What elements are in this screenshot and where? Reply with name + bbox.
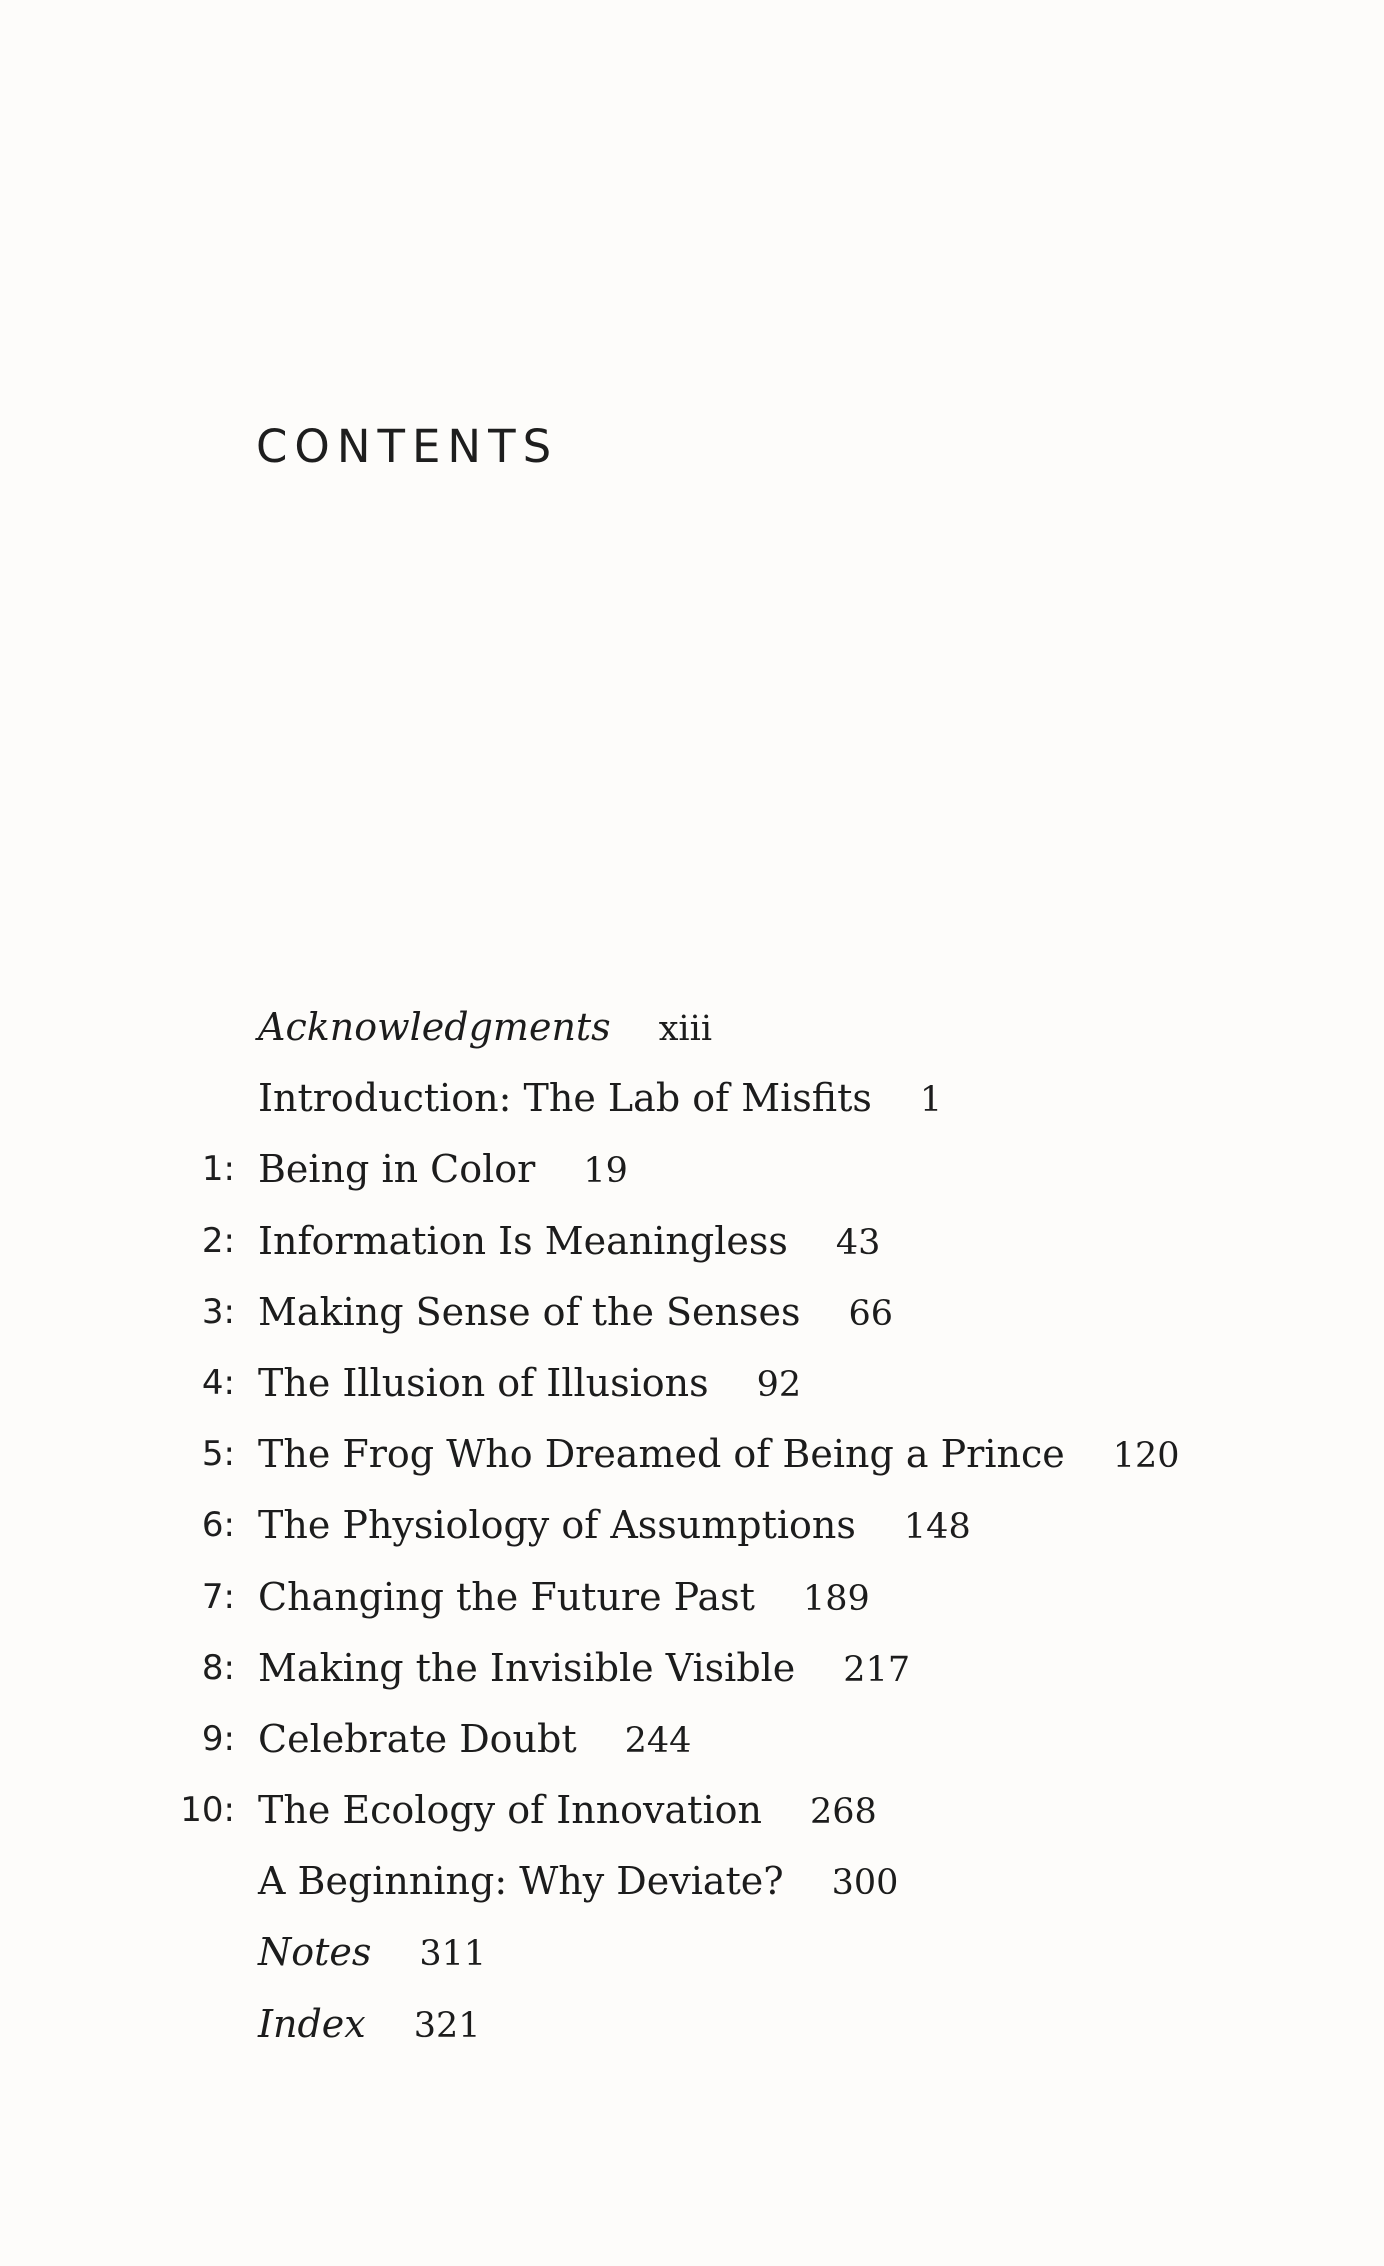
chapter-number: 5: [201,1434,235,1475]
chapter-title: Making the Invisible Visible [258,1645,796,1690]
chapter-number: 8: [201,1647,235,1688]
chapter-title: Introduction: The Lab of Misfits [258,1076,872,1121]
toc-entry [0,1562,1384,1633]
toc-entry [0,1989,1384,2060]
chapter-title: Making Sense of the Senses [258,1289,801,1334]
toc-entry [0,1846,1384,1917]
page-number: 244 [624,1720,692,1761]
page-number: 43 [835,1222,881,1263]
chapter-number: 3: [201,1291,235,1332]
toc-entry [0,1704,1384,1775]
chapter-title: Being in Color [258,1147,536,1192]
page-number: 1 [919,1080,943,1121]
page-number: 311 [419,1934,487,1975]
toc-entry [0,1134,1384,1205]
page-number: 66 [848,1293,894,1334]
toc-entry [0,1917,1384,1988]
chapter-number: 4: [201,1362,235,1403]
page-number: 321 [413,2005,481,2046]
chapter-title: The Ecology of Innovation [258,1788,762,1833]
toc-entry [0,1063,1384,1134]
toc-entry [0,1633,1384,1704]
chapter-number: 6: [201,1505,235,1546]
chapter-number: 10: [180,1790,235,1831]
chapter-title: Celebrate Doubt [258,1716,577,1761]
page-number: 268 [809,1792,877,1833]
page-number: 19 [583,1151,628,1192]
chapter-title: The Illusion of Illusions [258,1360,709,1405]
toc-entry [0,1490,1384,1561]
page-number: 217 [843,1649,911,1690]
chapter-number: 2: [201,1220,235,1261]
chapter-title: Index [258,2001,366,2046]
chapter-number: 1: [201,1149,235,1190]
chapter-title: Information Is Meaningless [258,1218,788,1263]
page-number: 92 [756,1364,802,1405]
page-number: 120 [1112,1436,1180,1477]
toc-entry [0,1206,1384,1277]
chapter-title: Notes [258,1930,372,1975]
contents-heading: CONTENTS [256,420,559,473]
chapter-number: 9: [201,1718,235,1759]
page-number: 300 [831,1863,899,1904]
chapter-title: A Beginning: Why Deviate? [258,1859,784,1904]
toc-entry [0,1277,1384,1348]
chapter-title: The Frog Who Dreamed of Being a Prince [258,1432,1065,1477]
chapter-title: Acknowledgments [258,1005,611,1049]
toc-entry [0,1348,1384,1419]
page-number: xiii [658,1009,713,1049]
toc-entry [0,992,1384,1063]
toc-entry [0,1775,1384,1846]
chapter-number: 7: [201,1576,235,1617]
toc-entry [0,1419,1384,1490]
table-of-contents [0,992,1384,2060]
chapter-title: The Physiology of Assumptions [258,1503,856,1548]
page-number: 189 [802,1578,870,1619]
page-number: 148 [903,1507,971,1548]
chapter-title: Changing the Future Past [258,1574,755,1619]
